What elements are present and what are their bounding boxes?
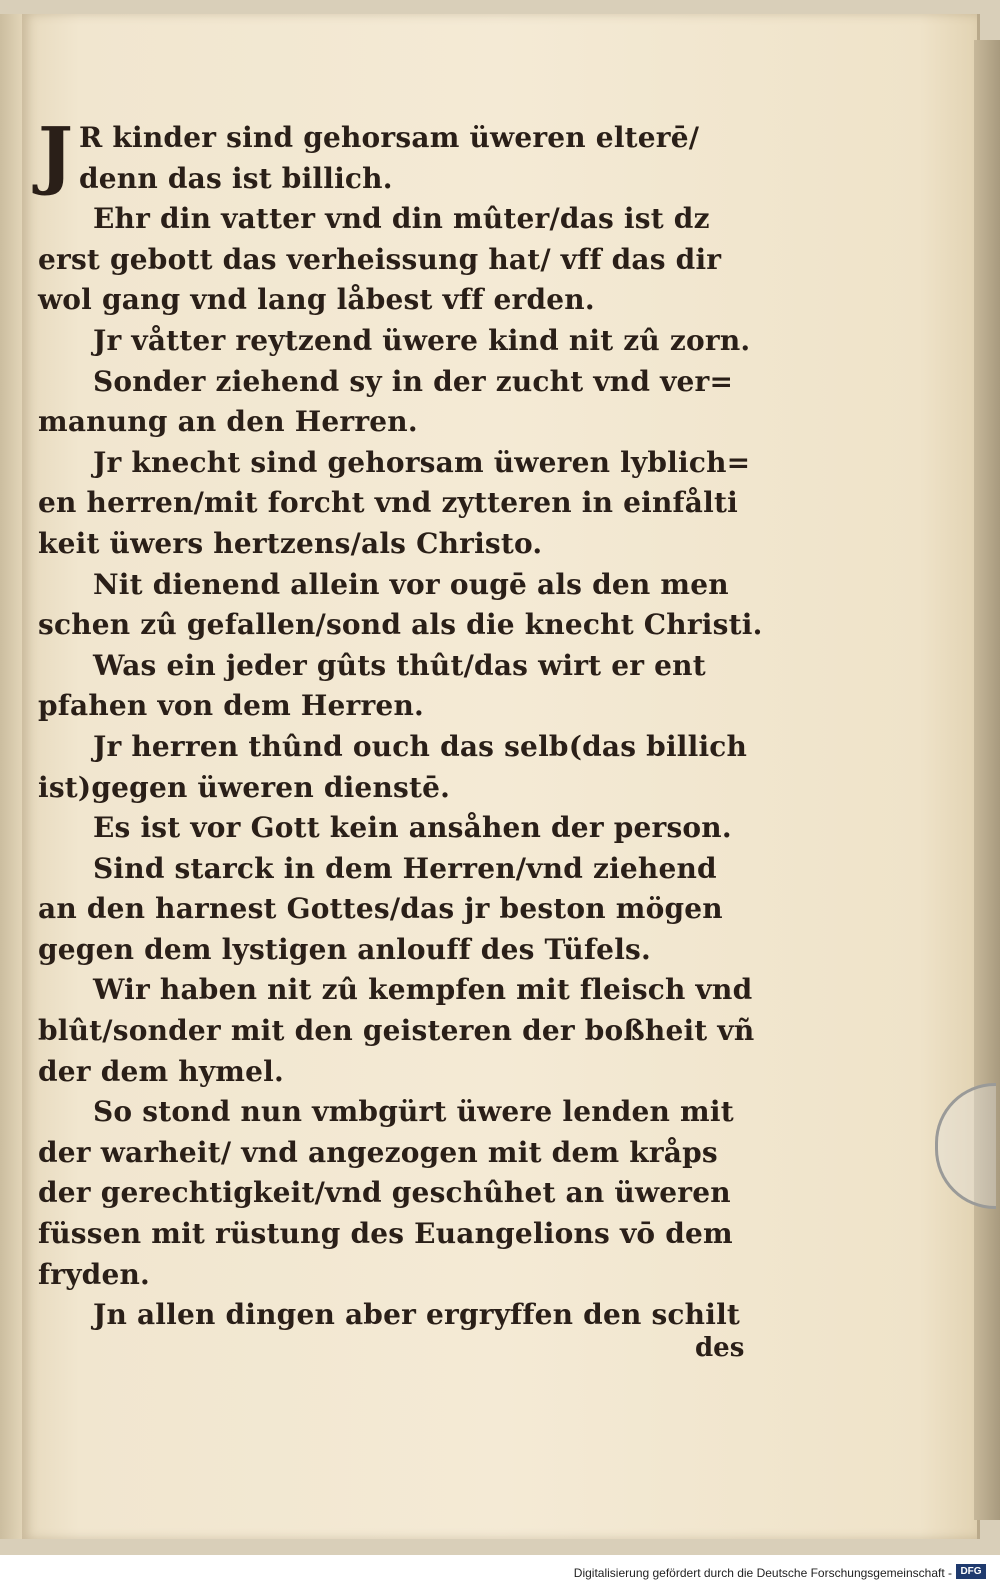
text-line: der warheit/ vnd angezogen mit dem kråps — [38, 1135, 718, 1169]
funding-credit: Digitalisierung gefördert durch die Deutsche Forschungsgemeinschaft - — [573, 1566, 952, 1580]
text-line: So stond nun vmbgürt üwere lenden mit — [93, 1095, 734, 1129]
text-line: Jr knecht sind gehorsam üweren lyblich= — [93, 445, 751, 479]
text-line: keit üwers hertzens/als Christo. — [38, 526, 543, 560]
text-line: Ehr din vatter vnd din mûter/das ist dz — [93, 202, 710, 236]
text-line: Jr våtter reytzend üwere kind nit zû zorn. — [93, 323, 751, 357]
text-line: der gerechtigkeit/vnd geschûhet an üweren — [38, 1176, 731, 1210]
text-line: wol gang vnd lang låbest vff erden. — [38, 283, 595, 317]
catchword: des — [695, 1333, 745, 1363]
text-line: Jr herren thûnd ouch das selb(das billich — [93, 729, 748, 763]
text-line: denn das ist billich. — [79, 161, 393, 195]
text-line: Wir haben nit zû kempfen mit fleisch vnd — [93, 973, 753, 1007]
text-line: gegen dem lystigen anlouff des Tüfels. — [38, 932, 651, 966]
dfg-logo: DFG — [956, 1564, 986, 1579]
text-line: Nit dienend allein vor ougē als den men — [93, 567, 729, 601]
text-line: manung an den Herren. — [38, 405, 418, 439]
text-line: Jn allen dingen aber ergryffen den schilt — [93, 1298, 741, 1332]
drop-initial: J — [38, 112, 74, 198]
text-line: blût/sonder mit den geisteren der boßheit vñ — [38, 1014, 755, 1048]
text-line: R kinder sind gehorsam üweren elterē/ — [79, 121, 700, 154]
text-line: schen zû gefallen/sond als die knecht Christi. — [38, 608, 763, 642]
text-line: Es ist vor Gott kein ansåhen der person. — [93, 811, 732, 845]
text-line: en herren/mit forcht vnd zytteren in einfålti — [38, 486, 738, 520]
text-line: ist)gegen üweren dienstē. — [38, 770, 451, 804]
text-line: pfahen von dem Herren. — [38, 689, 424, 723]
text-line: Sonder ziehend sy in der zucht vnd ver= — [93, 364, 734, 398]
text-line: erst gebott das verheissung hat/ vff das dir — [38, 242, 722, 276]
text-line: an den harnest Gottes/das jr beston mögen — [38, 892, 723, 926]
text-line: fryden. — [38, 1257, 150, 1291]
fore-edge — [974, 40, 1000, 1520]
text-block — [38, 112, 763, 1336]
text-line: Sind starck in dem Herren/vnd ziehend — [93, 851, 717, 885]
text-line: Was ein jeder gûts thût/das wirt er ent — [93, 648, 706, 682]
text-line: füssen mit rüstung des Euangelions vō dem — [38, 1217, 733, 1251]
text-line: der dem hymel. — [38, 1054, 284, 1088]
left-page-edge — [0, 14, 22, 1539]
